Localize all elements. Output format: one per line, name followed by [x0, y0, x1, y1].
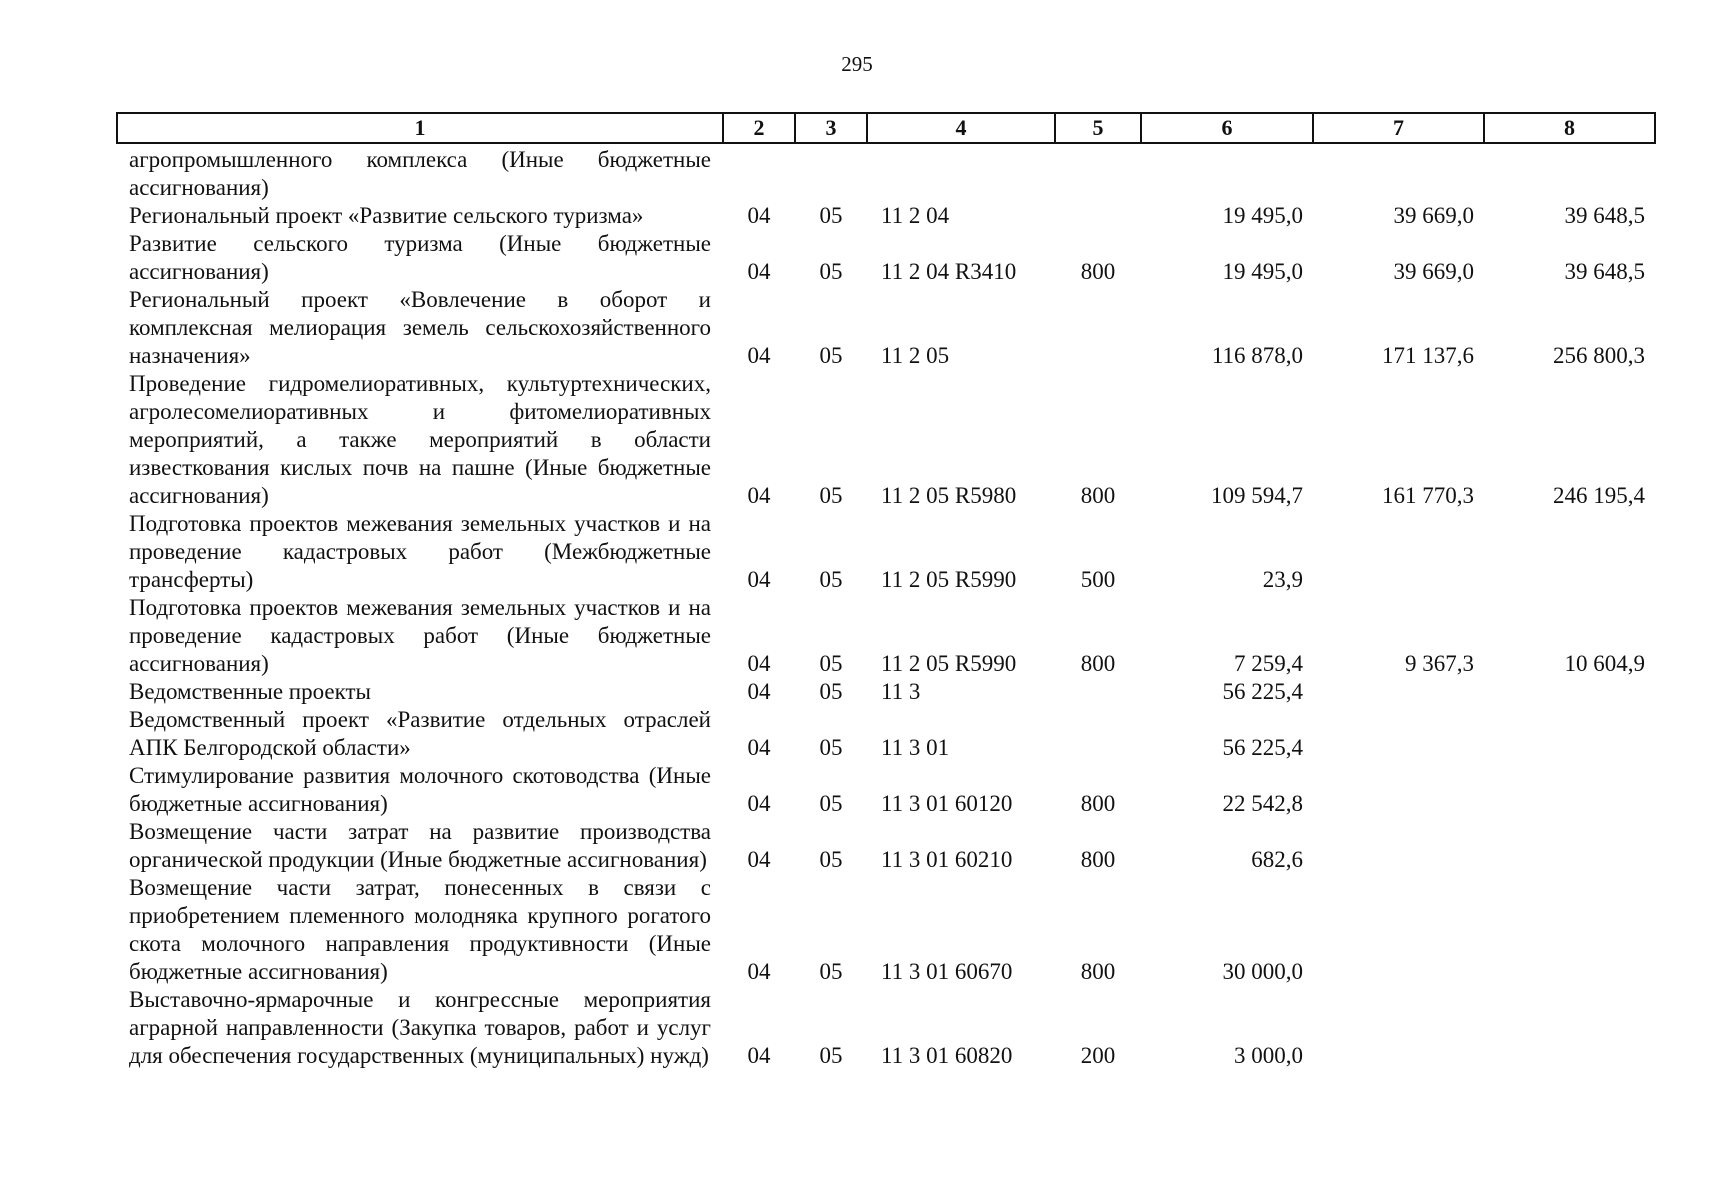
cell-expense-type: 800 — [1080, 959, 1116, 984]
cell-amount-col7: 39 669,0 — [1393, 203, 1474, 228]
cell-subsection: 05 — [819, 735, 843, 760]
cell-subsection: 05 — [819, 1043, 843, 1068]
budget-table — [116, 112, 1656, 1070]
cell-target-article: 11 3 01 60670 — [881, 959, 1013, 984]
header-col-7: 7 — [1313, 113, 1484, 143]
cell-expense-type: 800 — [1080, 259, 1116, 284]
table-row — [117, 706, 1655, 762]
table-row — [117, 143, 1655, 202]
cell-section: 04 — [747, 567, 771, 592]
cell-target-article: 11 3 01 60210 — [881, 847, 1013, 872]
table-row — [117, 818, 1655, 874]
header-col-8: 8 — [1484, 113, 1655, 143]
cell-amount-col7 — [1313, 818, 1484, 874]
cell-name: Выставочно-ярмарочные и конгрессные мероприятия аграрной направленности (Закупка товаров, работ и услуг для обеспечения государственных (муниципальных) нужд) — [129, 987, 711, 1068]
cell-amount-col8 — [1484, 986, 1655, 1070]
table-row — [117, 762, 1655, 818]
cell-name: Ведомственные проекты — [129, 679, 371, 704]
cell-amount-col8 — [1484, 762, 1655, 818]
cell-expense-type: 800 — [1080, 483, 1116, 508]
cell-amount-col8: 256 800,3 — [1553, 343, 1645, 368]
cell-expense-type — [1055, 706, 1141, 762]
cell-amount-col7: 161 770,3 — [1382, 483, 1474, 508]
table-row — [117, 370, 1655, 510]
cell-amount-col7 — [1313, 762, 1484, 818]
cell-name: Региональный проект «Вовлечение в оборот и комплексная мелиорация земель сельскохозяйственного назначения» — [129, 287, 711, 368]
cell-amount-col6: 7 259,4 — [1234, 651, 1303, 676]
cell-amount-col8 — [1484, 706, 1655, 762]
cell-target-article — [867, 143, 1055, 202]
cell-expense-type — [1055, 143, 1141, 202]
table-row — [117, 874, 1655, 986]
table-row — [117, 986, 1655, 1070]
cell-target-article: 11 3 01 — [881, 735, 950, 760]
table-row — [117, 594, 1655, 678]
cell-name: Подготовка проектов межевания земельных участков и на проведение кадастровых работ (Межбюджетные трансферты) — [129, 511, 711, 592]
cell-amount-col6: 56 225,4 — [1222, 735, 1303, 760]
cell-amount-col7 — [1313, 874, 1484, 986]
cell-amount-col7 — [1313, 986, 1484, 1070]
cell-section: 04 — [747, 735, 771, 760]
cell-name: Подготовка проектов межевания земельных участков и на проведение кадастровых работ (Иные бюджетные ассигнования) — [129, 595, 711, 676]
table-row — [117, 202, 1655, 230]
cell-section: 04 — [747, 651, 771, 676]
table-body — [117, 143, 1655, 1070]
table-header-row — [117, 113, 1655, 143]
cell-target-article: 11 2 05 — [881, 343, 950, 368]
cell-name: Возмещение части затрат, понесенных в связи с приобретением племенного молодняка крупного рогатого скота молочного направления продуктивности (Иные бюджетные ассигнования) — [129, 875, 711, 984]
cell-amount-col8 — [1484, 874, 1655, 986]
cell-amount-col6: 30 000,0 — [1222, 959, 1303, 984]
cell-target-article: 11 3 01 60820 — [881, 1043, 1013, 1068]
cell-amount-col7: 39 669,0 — [1393, 259, 1474, 284]
cell-expense-type: 800 — [1080, 651, 1116, 676]
table-row — [117, 510, 1655, 594]
cell-section: 04 — [747, 483, 771, 508]
cell-subsection: 05 — [819, 679, 843, 704]
header-col-4: 4 — [867, 113, 1055, 143]
cell-target-article: 11 2 04 R3410 — [881, 259, 1017, 284]
cell-amount-col6: 19 495,0 — [1222, 203, 1303, 228]
table-row — [117, 286, 1655, 370]
table-row — [117, 678, 1655, 706]
cell-expense-type: 500 — [1080, 567, 1116, 592]
cell-amount-col6: 22 542,8 — [1222, 791, 1303, 816]
cell-amount-col7: 9 367,3 — [1405, 651, 1474, 676]
cell-amount-col8 — [1484, 510, 1655, 594]
cell-subsection: 05 — [819, 343, 843, 368]
cell-section: 04 — [747, 791, 771, 816]
cell-amount-col8: 246 195,4 — [1553, 483, 1645, 508]
cell-expense-type: 800 — [1080, 791, 1116, 816]
cell-expense-type — [1055, 678, 1141, 706]
cell-subsection: 05 — [819, 203, 843, 228]
header-col-3: 3 — [795, 113, 867, 143]
cell-subsection: 05 — [819, 259, 843, 284]
cell-name: Региональный проект «Развитие сельского туризма» — [129, 203, 644, 228]
cell-section: 04 — [747, 343, 771, 368]
cell-subsection: 05 — [819, 847, 843, 872]
cell-amount-col8 — [1484, 143, 1655, 202]
cell-name: Возмещение части затрат на развитие производства органической продукции (Иные бюджетные ассигнования) — [129, 819, 711, 872]
cell-amount-col8: 10 604,9 — [1564, 651, 1645, 676]
cell-expense-type — [1055, 202, 1141, 230]
cell-name: Развитие сельского туризма (Иные бюджетные ассигнования) — [129, 231, 711, 284]
cell-section — [723, 143, 795, 202]
cell-amount-col6: 109 594,7 — [1211, 483, 1303, 508]
cell-amount-col6: 19 495,0 — [1222, 259, 1303, 284]
cell-name: Проведение гидромелиоративных, культуртехнических, агролесомелиоративных и фитомелиоративных мероприятий, а также мероприятий в области известкования кислых почв на пашне (Иные бюджетные ассигнования) — [129, 371, 711, 508]
cell-amount-col8 — [1484, 678, 1655, 706]
cell-target-article: 11 3 01 60120 — [881, 791, 1013, 816]
cell-expense-type — [1055, 286, 1141, 370]
cell-amount-col8: 39 648,5 — [1564, 259, 1645, 284]
cell-name: агропромышленного комплекса (Иные бюджетные ассигнования) — [129, 147, 711, 200]
header-col-2: 2 — [723, 113, 795, 143]
cell-target-article: 11 2 05 R5990 — [881, 567, 1017, 592]
page-number: 295 — [841, 52, 873, 76]
cell-amount-col6: 116 878,0 — [1211, 343, 1303, 368]
cell-amount-col6: 3 000,0 — [1234, 1043, 1303, 1068]
cell-target-article: 11 2 05 R5990 — [881, 651, 1017, 676]
cell-amount-col7 — [1313, 678, 1484, 706]
cell-expense-type: 800 — [1080, 847, 1116, 872]
header-col-1: 1 — [117, 113, 723, 143]
cell-name: Ведомственный проект «Развитие отдельных отраслей АПК Белгородской области» — [129, 707, 711, 760]
cell-amount-col7 — [1313, 510, 1484, 594]
cell-subsection: 05 — [819, 651, 843, 676]
cell-subsection: 05 — [819, 791, 843, 816]
cell-section: 04 — [747, 679, 771, 704]
cell-amount-col6 — [1141, 143, 1313, 202]
cell-target-article: 11 3 — [881, 679, 921, 704]
header-col-6: 6 — [1141, 113, 1313, 143]
cell-section: 04 — [747, 203, 771, 228]
cell-section: 04 — [747, 847, 771, 872]
cell-amount-col6: 56 225,4 — [1222, 679, 1303, 704]
cell-subsection — [795, 143, 867, 202]
cell-amount-col7: 171 137,6 — [1382, 343, 1474, 368]
cell-amount-col6: 682,6 — [1251, 847, 1303, 872]
cell-amount-col6: 23,9 — [1262, 567, 1303, 592]
header-col-5: 5 — [1055, 113, 1141, 143]
cell-amount-col8 — [1484, 818, 1655, 874]
cell-subsection: 05 — [819, 483, 843, 508]
cell-target-article: 11 2 04 — [881, 203, 950, 228]
cell-section: 04 — [747, 959, 771, 984]
cell-subsection: 05 — [819, 959, 843, 984]
cell-amount-col7 — [1313, 143, 1484, 202]
cell-expense-type: 200 — [1080, 1043, 1116, 1068]
table-row — [117, 230, 1655, 286]
cell-name: Стимулирование развития молочного скотоводства (Иные бюджетные ассигнования) — [129, 763, 711, 816]
cell-section: 04 — [747, 259, 771, 284]
cell-subsection: 05 — [819, 567, 843, 592]
cell-target-article: 11 2 05 R5980 — [881, 483, 1017, 508]
cell-section: 04 — [747, 1043, 771, 1068]
cell-amount-col8: 39 648,5 — [1564, 203, 1645, 228]
cell-amount-col7 — [1313, 706, 1484, 762]
